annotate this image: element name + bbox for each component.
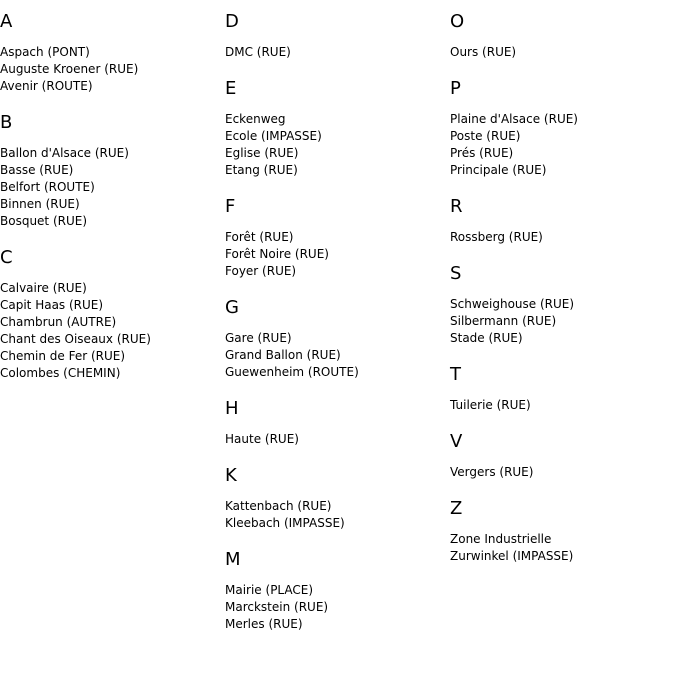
letter-section <box>0 11 220 95</box>
letter-section <box>225 297 445 381</box>
street-link[interactable]: Aspach (PONT) <box>0 45 90 59</box>
street-link[interactable]: Tuilerie (RUE) <box>450 398 531 412</box>
index-column-2 <box>225 11 445 650</box>
section-letter-heading: D <box>225 11 239 32</box>
section-letter-heading: K <box>225 465 237 486</box>
street-index <box>0 11 675 683</box>
street-link[interactable]: Kleebach (IMPASSE) <box>225 516 345 530</box>
section-letter-heading: G <box>225 297 239 318</box>
street-link[interactable]: Basse (RUE) <box>0 163 74 177</box>
street-link[interactable]: Haute (RUE) <box>225 432 299 446</box>
street-link[interactable]: Poste (RUE) <box>450 129 521 143</box>
street-link[interactable]: Binnen (RUE) <box>0 197 80 211</box>
street-link[interactable]: Prés (RUE) <box>450 146 514 160</box>
street-link[interactable]: Calvaire (RUE) <box>0 281 87 295</box>
letter-section <box>0 247 220 382</box>
section-letter-heading: Z <box>450 498 463 519</box>
section-letter-heading: B <box>0 112 13 133</box>
letter-section <box>450 364 670 414</box>
street-link[interactable]: Schweighouse (RUE) <box>450 297 575 311</box>
letter-section <box>225 196 445 280</box>
letter-section <box>225 465 445 532</box>
street-link[interactable]: Grand Ballon (RUE) <box>225 348 341 362</box>
letter-section <box>450 196 670 246</box>
street-link[interactable]: Avenir (ROUTE) <box>0 79 93 93</box>
section-letter-heading: M <box>225 549 241 570</box>
street-link[interactable]: Rossberg (RUE) <box>450 230 543 244</box>
street-link[interactable]: Auguste Kroener (RUE) <box>0 62 139 76</box>
street-link[interactable]: Eglise (RUE) <box>225 146 299 160</box>
section-letter-heading: R <box>450 196 463 217</box>
street-link[interactable]: Chemin de Fer (RUE) <box>0 349 126 363</box>
section-letter-heading: E <box>225 78 237 99</box>
street-link[interactable]: Principale (RUE) <box>450 163 547 177</box>
street-link[interactable]: DMC (RUE) <box>225 45 291 59</box>
street-link[interactable]: Kattenbach (RUE) <box>225 499 332 513</box>
letter-section <box>450 431 670 481</box>
section-letter-heading: A <box>0 11 13 32</box>
street-link[interactable]: Silbermann (RUE) <box>450 314 557 328</box>
street-link[interactable]: Zone Industrielle <box>450 532 552 546</box>
letter-section <box>450 11 670 61</box>
section-letter-heading: C <box>0 247 13 268</box>
letter-section <box>0 112 220 230</box>
letter-section <box>225 398 445 448</box>
street-link[interactable]: Capit Haas (RUE) <box>0 298 104 312</box>
letter-section <box>225 78 445 179</box>
section-letter-heading: F <box>225 196 236 217</box>
street-link[interactable]: Gare (RUE) <box>225 331 292 345</box>
street-link[interactable]: Zurwinkel (IMPASSE) <box>450 549 574 563</box>
street-link[interactable]: Mairie (PLACE) <box>225 583 314 597</box>
street-link[interactable]: Colombes (CHEMIN) <box>0 366 121 380</box>
street-link[interactable]: Chambrun (AUTRE) <box>0 315 117 329</box>
street-link[interactable]: Forêt Noire (RUE) <box>225 247 329 261</box>
section-letter-heading: V <box>450 431 463 452</box>
letter-section <box>225 549 445 633</box>
letter-section <box>225 11 445 61</box>
section-letter-heading: P <box>450 78 461 99</box>
street-link[interactable]: Vergers (RUE) <box>450 465 534 479</box>
street-link[interactable]: Belfort (ROUTE) <box>0 180 95 194</box>
letter-section <box>450 263 670 347</box>
street-link[interactable]: Bosquet (RUE) <box>0 214 88 228</box>
section-letter-heading: S <box>450 263 462 284</box>
street-link[interactable]: Stade (RUE) <box>450 331 523 345</box>
section-letter-heading: T <box>450 364 461 385</box>
street-link[interactable]: Etang (RUE) <box>225 163 298 177</box>
street-link[interactable]: Forêt (RUE) <box>225 230 294 244</box>
index-column-1 <box>0 11 220 399</box>
index-column-3 <box>450 11 670 582</box>
letter-section <box>450 78 670 179</box>
street-link[interactable]: Marckstein (RUE) <box>225 600 329 614</box>
section-letter-heading: O <box>450 11 465 32</box>
street-link[interactable]: Ecole (IMPASSE) <box>225 129 322 143</box>
street-link[interactable]: Merles (RUE) <box>225 617 303 631</box>
street-link[interactable]: Guewenheim (ROUTE) <box>225 365 359 379</box>
street-link[interactable]: Ballon d'Alsace (RUE) <box>0 146 129 160</box>
street-link[interactable]: Ours (RUE) <box>450 45 517 59</box>
street-link[interactable]: Plaine d'Alsace (RUE) <box>450 112 578 126</box>
street-link[interactable]: Eckenweg <box>225 112 286 126</box>
street-link[interactable]: Chant des Oiseaux (RUE) <box>0 332 151 346</box>
section-letter-heading: H <box>225 398 239 419</box>
letter-section <box>450 498 670 565</box>
street-link[interactable]: Foyer (RUE) <box>225 264 297 278</box>
